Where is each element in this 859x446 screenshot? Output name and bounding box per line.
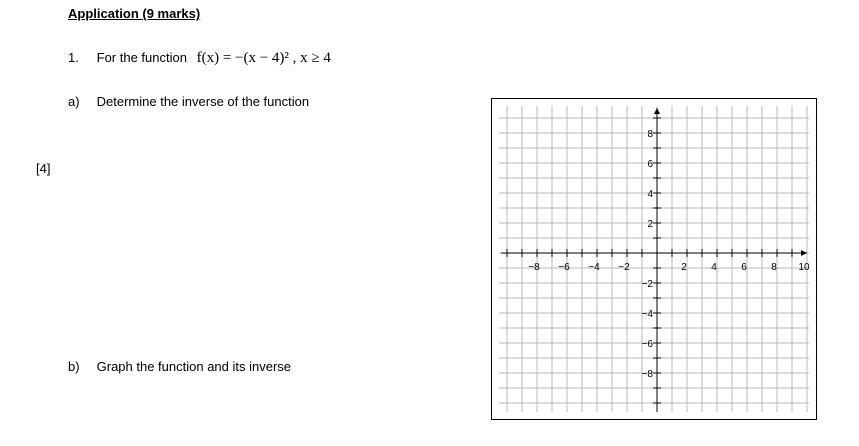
x-tick-label: 2 [681,262,687,273]
part-a-text: Determine the inverse of the function [96,94,310,109]
y-tick-label: 8 [647,129,653,140]
y-tick-label: −4 [641,309,653,320]
x-tick-label: −4 [588,262,600,273]
question-1 [68,50,331,67]
y-axis-arrow [654,108,660,114]
part-b [68,359,291,374]
part-a-label: a) [68,94,80,109]
graph-border [492,99,817,420]
y-tick-label: −8 [641,369,653,380]
x-tick-label: 6 [741,262,747,273]
x-tick-label: −6 [558,262,570,273]
y-tick-label: −2 [641,279,653,290]
y-tick-label: 6 [647,159,653,170]
part-a [68,94,309,109]
x-tick-label: −8 [528,262,540,273]
question-text: For the function [96,50,187,65]
x-axis-arrow [801,250,807,256]
marks-label: [4] [36,161,51,176]
x-tick-label: 10 [798,262,810,273]
function-expression: f(x) = −(x − 4)² , x ≥ 4 [196,50,331,66]
coordinate-grid [491,98,817,420]
part-b-text: Graph the function and its inverse [96,359,292,374]
x-tick-label: −2 [618,262,630,273]
x-tick-label: 4 [711,262,717,273]
part-b-label: b) [68,359,80,374]
x-tick-label: 8 [771,262,777,273]
y-tick-label: −6 [641,339,653,350]
section-heading: Application (9 marks) [68,6,201,21]
question-number: 1. [68,50,79,65]
y-tick-label: 2 [647,219,653,230]
y-tick-label: 4 [647,189,653,200]
